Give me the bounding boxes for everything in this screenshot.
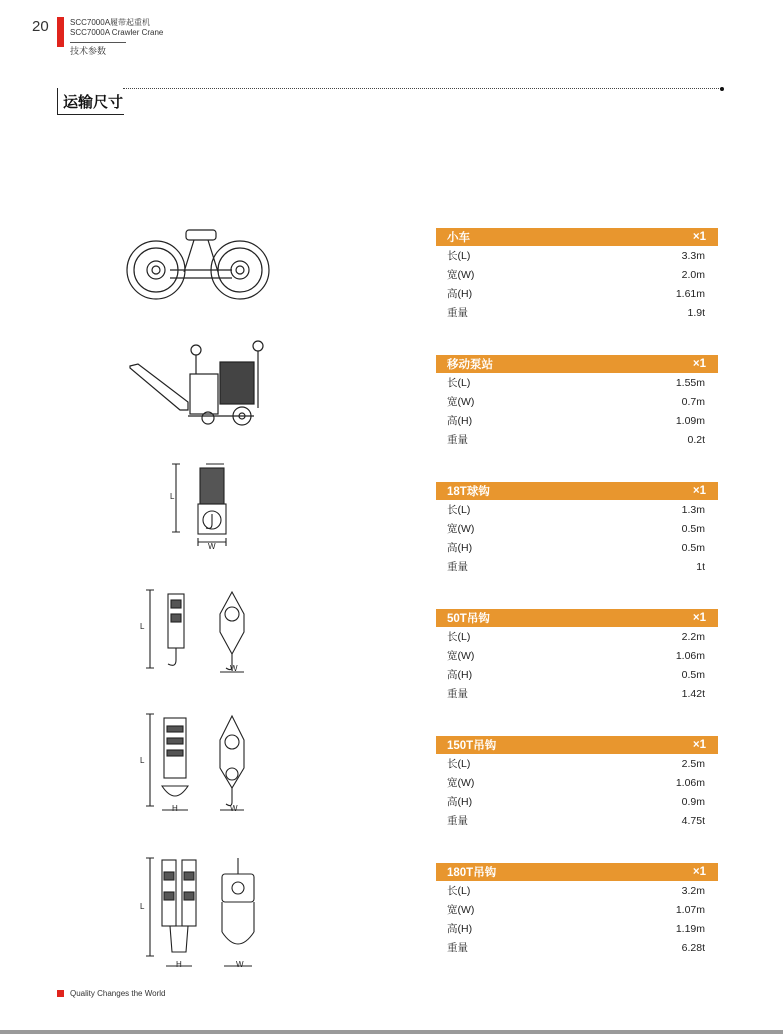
spec-value: 2.2m	[681, 630, 705, 643]
spec-row-length	[436, 246, 718, 265]
spec-header	[436, 736, 718, 754]
spec-value: 0.9m	[681, 795, 705, 808]
spec-table-ball-hook	[436, 482, 718, 576]
spec-value: 0.5m	[681, 522, 705, 535]
spec-value: 4.75t	[681, 814, 705, 827]
spec-value: 0.7m	[681, 395, 705, 408]
spec-row-length	[436, 627, 718, 646]
spec-label: 宽(W)	[447, 269, 475, 281]
spec-qty: ×1	[692, 612, 706, 624]
spec-value: 2.5m	[681, 757, 705, 770]
spec-label: 重量	[447, 434, 468, 446]
spec-header	[436, 482, 718, 500]
spec-value: 1.19m	[675, 922, 705, 935]
spec-qty: ×1	[692, 485, 706, 497]
section-title-bar	[57, 88, 721, 114]
dim-label-h: H	[176, 960, 182, 969]
pump-station-illustration	[128, 338, 268, 428]
spec-row-weight	[436, 684, 718, 703]
spec-row-width	[436, 900, 718, 919]
spec-label: 长(L)	[447, 758, 471, 770]
dim-label-l: L	[170, 492, 175, 501]
spec-label: 宽(W)	[447, 650, 475, 662]
spec-table-hook-180t	[436, 863, 718, 957]
spec-value: 3.3m	[681, 249, 705, 262]
spec-row-width	[436, 392, 718, 411]
spec-row-length	[436, 881, 718, 900]
spec-name: 150T吊钩	[447, 740, 497, 752]
spec-label: 宽(W)	[447, 777, 475, 789]
spec-label: 长(L)	[447, 250, 471, 262]
spec-row-height	[436, 665, 718, 684]
spec-row-height	[436, 411, 718, 430]
dim-label-w: W	[236, 960, 244, 969]
dim-label-h: H	[172, 804, 178, 813]
spec-value: 0.2t	[687, 433, 705, 446]
dim-label-l: L	[140, 756, 145, 765]
spec-label: 高(H)	[447, 796, 473, 808]
hook-180t-illustration	[140, 852, 266, 976]
spec-header	[436, 228, 718, 246]
spec-value: 0.5m	[681, 541, 705, 554]
spec-header	[436, 863, 718, 881]
spec-label: 长(L)	[447, 885, 471, 897]
spec-value: 3.2m	[681, 884, 705, 897]
spec-row-length	[436, 373, 718, 392]
spec-row-width	[436, 265, 718, 284]
spec-qty: ×1	[692, 358, 706, 370]
spec-value: 1.42t	[681, 687, 705, 700]
spec-row-weight	[436, 303, 718, 322]
spec-name: 18T球钩	[447, 486, 490, 498]
spec-table-pump-station	[436, 355, 718, 449]
dim-label-w: W	[208, 542, 216, 551]
spec-value: 1.61m	[675, 287, 705, 300]
spec-table-hook-50t	[436, 609, 718, 703]
dim-label-l: L	[140, 902, 145, 911]
spec-value: 1.06m	[675, 649, 705, 662]
spec-name: 50T吊钩	[447, 613, 490, 625]
spec-name: 小车	[447, 232, 470, 244]
spec-value: 1.07m	[675, 903, 705, 916]
spec-value: 2.0m	[681, 268, 705, 281]
spec-value: 6.28t	[681, 941, 705, 954]
header-section: 技术参数	[70, 46, 107, 56]
footer-slogan: Quality Changes the World	[70, 989, 166, 998]
spec-label: 重量	[447, 942, 468, 954]
brand-bar	[57, 17, 64, 47]
header-model-en: SCC7000A Crawler Crane	[70, 28, 164, 37]
spec-label: 重量	[447, 688, 468, 700]
footer-square-icon	[57, 990, 64, 997]
page-title: 运输尺寸	[63, 94, 124, 111]
spec-row-weight	[436, 557, 718, 576]
spec-label: 长(L)	[447, 377, 471, 389]
spec-value: 0.5m	[681, 668, 705, 681]
dim-label-w: W	[230, 804, 238, 813]
bottom-band	[0, 1030, 783, 1034]
spec-row-height	[436, 792, 718, 811]
spec-table-hook-150t	[436, 736, 718, 830]
spec-header	[436, 609, 718, 627]
spec-label: 宽(W)	[447, 904, 475, 916]
ball-hook-illustration	[166, 462, 230, 552]
spec-row-width	[436, 773, 718, 792]
spec-qty: ×1	[692, 739, 706, 751]
spec-label: 重量	[447, 561, 468, 573]
spec-label: 高(H)	[447, 542, 473, 554]
hook-150t-illustration	[140, 712, 266, 816]
spec-row-weight	[436, 938, 718, 957]
spec-label: 高(H)	[447, 669, 473, 681]
spec-label: 高(H)	[447, 415, 473, 427]
spec-value: 1t	[696, 560, 705, 573]
spec-qty: ×1	[692, 231, 706, 243]
spec-value: 1.55m	[675, 376, 705, 389]
spec-row-width	[436, 646, 718, 665]
header-model-cn: SCC7000A履带起重机	[70, 18, 151, 27]
page-footer	[57, 989, 165, 998]
page-number: 20	[32, 18, 49, 35]
spec-label: 重量	[447, 307, 468, 319]
spec-label: 宽(W)	[447, 523, 475, 535]
spec-row-length	[436, 754, 718, 773]
spec-row-height	[436, 284, 718, 303]
spec-name: 180T吊钩	[447, 867, 497, 879]
title-rule	[123, 88, 721, 89]
spec-label: 宽(W)	[447, 396, 475, 408]
page-header	[70, 18, 163, 56]
spec-value: 1.09m	[675, 414, 705, 427]
trolley-illustration	[124, 226, 278, 302]
spec-row-height	[436, 538, 718, 557]
dim-label-w: W	[230, 664, 238, 673]
spec-row-weight	[436, 430, 718, 449]
spec-row-width	[436, 519, 718, 538]
spec-label: 长(L)	[447, 631, 471, 643]
spec-row-length	[436, 500, 718, 519]
spec-row-height	[436, 919, 718, 938]
spec-name: 移动泵站	[447, 359, 493, 371]
hook-50t-illustration	[140, 588, 266, 674]
spec-label: 长(L)	[447, 504, 471, 516]
spec-label: 重量	[447, 815, 468, 827]
spec-table-trolley	[436, 228, 718, 322]
spec-label: 高(H)	[447, 288, 473, 300]
spec-value: 1.3m	[681, 503, 705, 516]
title-rule-dot	[720, 87, 724, 91]
header-rule	[70, 42, 126, 43]
spec-qty: ×1	[692, 866, 706, 878]
dim-label-l: L	[140, 622, 145, 631]
title-frame	[57, 88, 124, 115]
spec-value: 1.9t	[687, 306, 705, 319]
spec-value: 1.06m	[675, 776, 705, 789]
spec-header	[436, 355, 718, 373]
spec-label: 高(H)	[447, 923, 473, 935]
spec-row-weight	[436, 811, 718, 830]
